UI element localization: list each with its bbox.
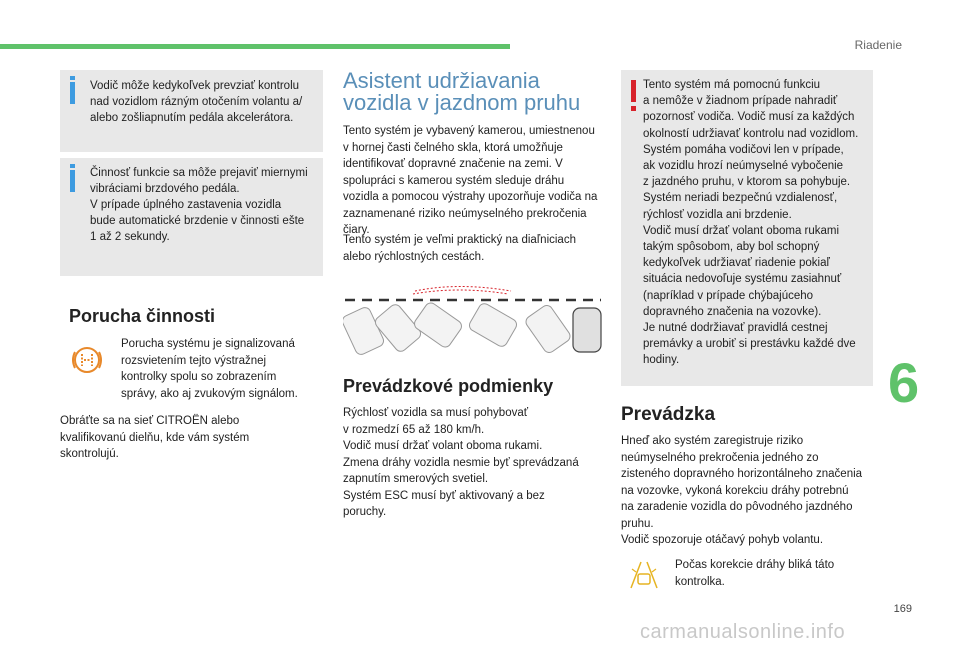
chapter-number: 6 [888, 351, 920, 414]
lane-assist-intro-2: Tento systém je veľmi praktický na diaľniciach alebo rýchlostných cestách. [343, 234, 576, 263]
lane-assist-title: Asistent udržiavania vozidla v jazdnom pruhu [343, 68, 581, 115]
warning-text: Tento systém má pomocnú funkciu a nemôže v žiadnom prípade nahradiť pozornosť vodiča. Vodič musí za každých okolností udržiavať kontrolu nad vozidlom. Systém pomáha vodičovi len v prípade, ak vozidlu hrozí neúmyselné vybočenie z jazdného pruhu, v ktorom sa pohybuje. Systém neriadi bezpečnú vzdialenosť, rýchlosť vozidla ani brzdenie. Vodič musí držať volant oboma rukami takým spôsobom, aby bol schopný kedykoľvek udržiavať riadenie pokiaľ situácia nedovoľuje systému zasiahnuť (napríklad v prípade chýbajúceho dopravného značenia na vozovke). Je nutné dodržiavať pravidlá cestnej premávky a urobiť si prestávku každé dve hodiny. [643, 79, 859, 367]
note-takeover-text: Vodič môže kedykoľvek prevziať kontrolu nad vozidlom rázným otočením volantu a/ alebo zošliapnutím pedála akcelerátora. [90, 80, 303, 124]
lane-assist-intro: Tento systém je vybavený kamerou, umiestnenou v hornej časti čelného skla, ktorá umožňuje identifikovať dopravné značenie na zemi. V spolupráci s kamerou systém sleduje dráhu vozidla a pomocou výstrahy upozorňuje vodiča na zaznamenané riziko neúmyselného prekročenia čiary. [343, 125, 598, 236]
fault-warning-icon [70, 344, 104, 381]
fault-heading: Porucha činnosti [69, 306, 216, 326]
watermark: carmanualsonline.info [640, 621, 846, 643]
warning-note [621, 70, 873, 386]
operation-text: Hneď ako systém zaregistruje riziko neúmyselného prekročenia jedného zo zisteného dopravného horizontálneho značenia na vozovke, vykoná korekciu dráhy potrebnú na zaradenie vozidla do pôvodného jazdného pruhu. Vodič spozoruje otáčavý pohyb volantu. [621, 435, 863, 546]
page-number: 169 [893, 603, 912, 615]
note-braking-text: Činnosť funkcie sa môže prejaviť miernymi vibráciami brzdového pedála. V prípade úplného zastavenia vozidla bude automatické brzdenie v činnosti ešte 1 až 2 sekundy. [90, 167, 308, 243]
section-label: Riadenie [854, 38, 902, 52]
lane-correction-indicator-icon [627, 560, 661, 595]
info-icon [70, 82, 75, 104]
conditions-text: Rýchlosť vozidla sa musí pohybovať v rozmedzí 65 až 180 km/h. Vodič musí držať volant oboma rukami. Zmena dráhy vozidla nesmie byť sprevádzaná zapnutím smerových svetiel. Systém ESC musí byť aktivovaný a bez poruchy. [343, 407, 579, 518]
info-note-braking [60, 158, 323, 276]
info-icon [70, 170, 75, 192]
fault-text: Porucha systému je signalizovaná rozsvietením tejto výstražnej kontrolky spolu so zobrazením správy, ako aj zvukovým signálom. [121, 338, 298, 400]
warning-exclamation-icon [631, 80, 636, 102]
fault-footer-text: Obráťte sa na sieť CITROËN alebo kvalifikovanú dielňu, kde vám systém skontrolujú. [60, 415, 250, 460]
conditions-heading: Prevádzkové podmienky [343, 376, 554, 396]
lane-drift-illustration [343, 280, 603, 360]
indicator-text: Počas korekcie dráhy bliká táto kontrolka. [675, 559, 835, 588]
info-note-takeover [60, 70, 323, 152]
operation-heading: Prevádzka [621, 404, 716, 425]
top-accent-bar [0, 44, 510, 49]
